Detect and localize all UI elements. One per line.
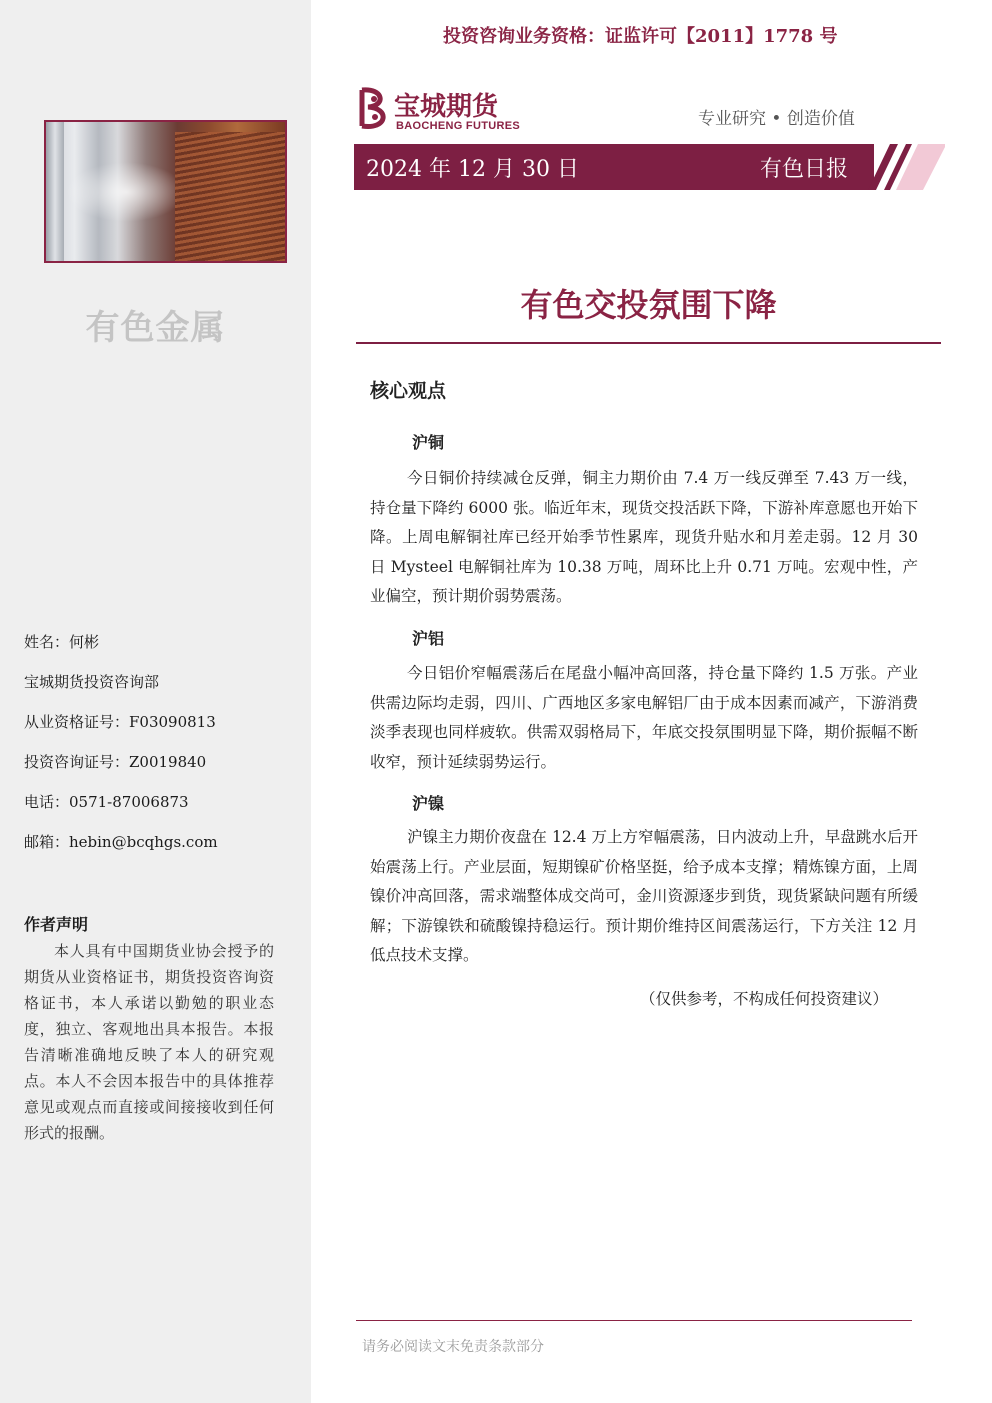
logo-chinese-name: 宝城期货 [394, 92, 499, 122]
footer-divider [356, 1320, 912, 1321]
copper-coil-image [175, 132, 285, 262]
copper-subhead: 沪铜 [412, 433, 445, 452]
core-view-title: 核心观点 [370, 380, 447, 402]
logo-english-name: BAOCHENG FUTURES [396, 120, 520, 132]
sector-label: 有色金属 [85, 308, 226, 348]
author-statement-title: 作者声明 [24, 915, 89, 934]
author-name: 姓名：何彬 [24, 633, 100, 651]
nickel-paragraph: 沪镍主力期价夜盘在 12.4 万上方窄幅震荡，日内波动上升，早盘跳水后开始震荡上行。产业层面，短期镍矿价格坚挺，给予成本支撑；精炼镍方面，上周镍价冲高回落，需求端整体成交尚可，金川资源逐步到货，现货紧缺问题有所缓解；下游镍铁和硫酸镍持稳运行。预计期价维持区间震荡运行，下方关注 12 月低点技术支撑。 [370, 828, 918, 964]
investment-disclaimer: （仅供参考，不构成任何投资建议） [640, 990, 889, 1008]
company-logo [356, 86, 526, 134]
cover-photo-metals [44, 120, 287, 263]
aluminum-paragraph: 今日铝价窄幅震荡后在尾盘小幅冲高回落，持仓量下降约 1.5 万张。产业供需边际均走弱，四川、广西地区多家电解铝厂由于成本因素而减产，下游消费淡季表现也同样疲软。供需双弱格局下，年底交投氛围明显下降，期价振幅不断收窄，预计延续弱势运行。 [370, 664, 918, 771]
author-contact [24, 632, 218, 872]
report-date: 2024 年 12 月 30 日 [366, 157, 579, 182]
copper-paragraph: 今日铜价持续减仓反弹，铜主力期价由 7.4 万一线反弹至 7.43 万一线，持仓量下降约 6000 张。临近年末，现货交投活跃下降，下游补库意愿也开始下降。上周电解铜社库已经开始季节性累库，现货升贴水和月差走弱。12 月 30 日 Mysteel 电解铜社库为 10.38 万吨，周环比上升 0.71 万吨。宏观中性，产业偏空，预计期价弱势震荡。 [370, 469, 918, 605]
author-department: 宝城期货投资咨询部 [24, 673, 160, 691]
company-slogan: 专业研究 • 创造价值 [698, 109, 855, 129]
banner-stripes-decoration [850, 144, 945, 190]
baocheng-logo-icon [356, 86, 392, 130]
metal-bar-image [46, 122, 64, 261]
footer-disclaimer-note: 请务必阅读文末免责条款部分 [362, 1339, 544, 1355]
consulting-number: 投资咨询证号：Z0019840 [24, 753, 207, 771]
report-type: 有色日报 [760, 157, 849, 182]
aluminum-subhead: 沪铝 [412, 629, 445, 648]
license-info: 投资咨询业务资格：证监许可【2011】1778 号 [443, 26, 838, 47]
report-headline: 有色交投氛围下降 [520, 286, 777, 324]
author-statement-body: 本人具有中国期货业协会授予的期货从业资格证书，期货投资咨询资格证书，本人承诺以勤勉的职业态度，独立、客观地出具本报告。本报告清晰准确地反映了本人的研究观点。本人不会因本报告中的具体推荐意见或观点而直接或间接接收到任何形式的报酬。 [24, 942, 274, 1142]
phone-number: 电话：0571-87006873 [24, 793, 189, 811]
qualification-number: 从业资格证号：F03090813 [24, 713, 216, 731]
light-reflection [66, 162, 186, 222]
headline-divider [356, 342, 941, 344]
sidebar [0, 0, 311, 1403]
nickel-subhead: 沪镍 [412, 794, 445, 813]
email-address: 邮箱：hebin@bcqhgs.com [24, 833, 218, 851]
